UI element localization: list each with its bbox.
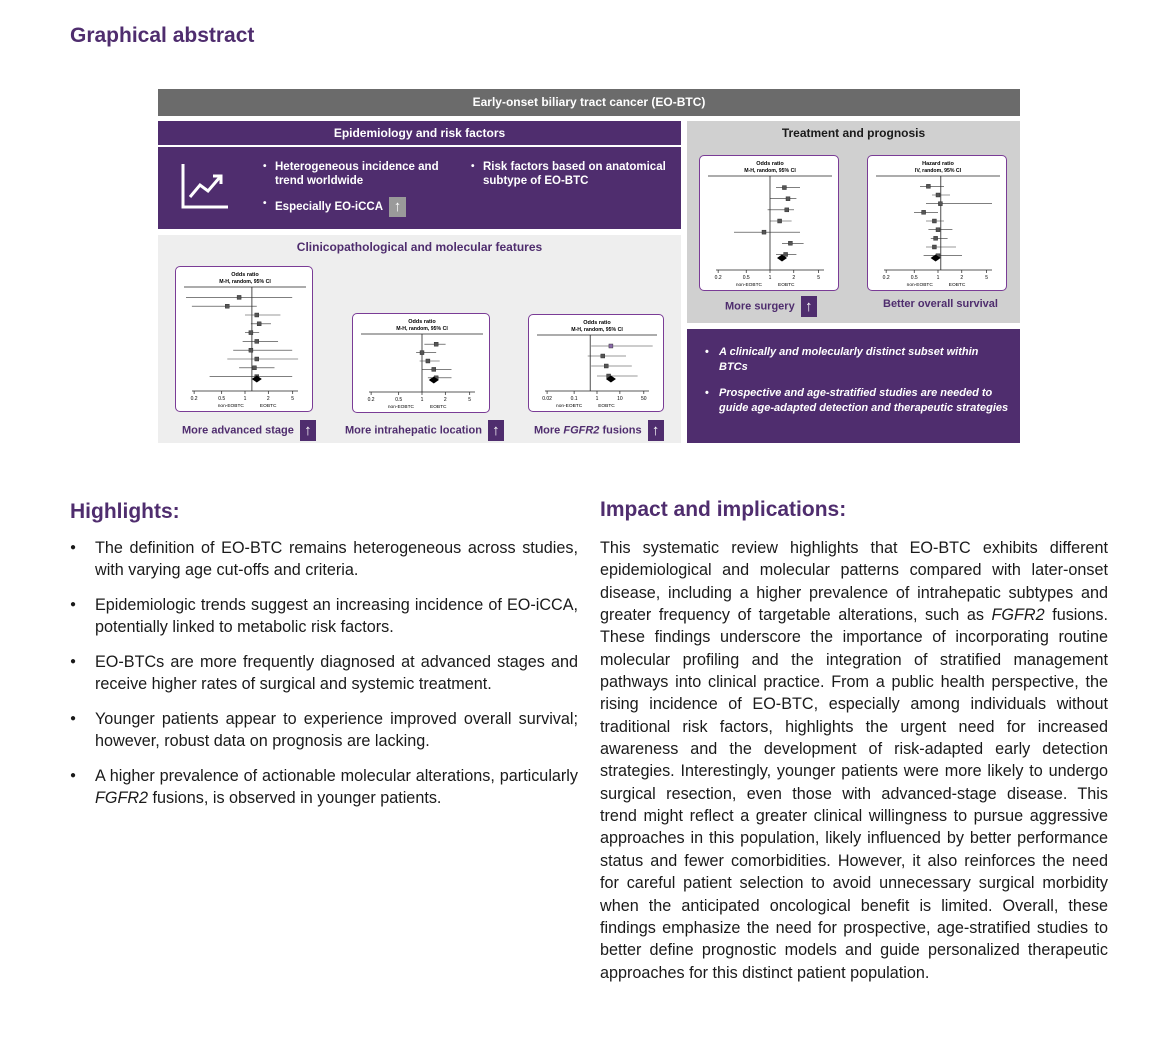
- plot-subtitle: M-H, random, 95% CI: [219, 279, 271, 285]
- favours-left-label: non-EOBTC: [906, 283, 933, 288]
- study-marker: [788, 241, 792, 245]
- epi-bullet-eo-icca: [275, 197, 465, 217]
- epidemiology-header: Epidemiology and risk factors: [158, 121, 681, 145]
- arrow-up-icon: ↑: [300, 420, 316, 441]
- impact-paragraph: [600, 537, 1108, 984]
- study-marker: [936, 228, 940, 232]
- tick-label: 2: [443, 397, 447, 403]
- study-marker: [604, 364, 608, 368]
- gene-name: FGFR2: [991, 606, 1045, 625]
- tick-label: 0.1: [570, 396, 578, 402]
- study-marker: [936, 193, 940, 197]
- study-marker: [786, 197, 790, 201]
- tick-label: 0.5: [218, 396, 226, 402]
- arrow-up-icon: ↑: [488, 420, 504, 441]
- impact-text-post: fusions. These findings underscore the importance of incorporating routine molecular profiling and the integration of stratified management pathways into clinical practice. From a public health perspective, the rising incidence of EO-BTC, especially among individuals without traditional risk factors, highlights the urgent need for increased awareness and the development of risk-adapted early detection strategies. Interestingly, younger patients were more likely to undergo surgical resection, even those with advanced-stage disease. This trend might reflect a greater clinical willingness to pursue aggressive approaches in this population, likely influenced by better performance status and fewer comorbidities. However, it also reinforces the need for careful patient selection to avoid unnecessary surgical morbidity when the anticipated oncological benefit is limited. Overall, these findings emphasize the need for prospective, age-stratified studies to better define prognostic models and guide personalized therapeutic approaches for this distinct patient population.: [600, 606, 1108, 982]
- tick-label: 50: [641, 396, 647, 402]
- forest-plot-location-svg: [353, 314, 491, 414]
- favours-right-label: EOBTC: [259, 404, 277, 409]
- list-item-text: A higher prevalence of actionable molecular alterations, particularly: [95, 767, 578, 785]
- list-item-text: fusions, is observed in younger patients.: [148, 789, 442, 808]
- treatment-panel: [687, 145, 1020, 323]
- study-marker: [252, 366, 256, 370]
- study-marker: [434, 342, 438, 346]
- study-marker: [782, 186, 786, 190]
- tick-label: 5: [817, 275, 820, 281]
- study-marker: [926, 184, 930, 188]
- caption-fgfr2: [534, 420, 664, 441]
- favours-left-label: non-EOBTC: [556, 404, 583, 409]
- tick-label: 0.5: [395, 397, 403, 403]
- plot-title: Odds ratio: [408, 319, 436, 325]
- clinicopathological-header: Clinicopathological and molecular features: [158, 235, 681, 259]
- graphical-abstract: [158, 89, 1020, 443]
- caption-fgfr2-gene: FGFR2: [563, 424, 600, 437]
- plot-title: Odds ratio: [756, 161, 784, 167]
- tick-label: 1: [936, 275, 940, 281]
- abstract-header: Early-onset biliary tract cancer (EO-BTC): [158, 89, 1020, 116]
- list-item: ● Younger patients appear to experience improved overall survival; however, robust data on prognosis are lacking.: [70, 708, 578, 753]
- forest-plot-survival: [867, 155, 1007, 291]
- forest-plot-fgfr2-svg: [529, 315, 665, 413]
- study-marker: [785, 208, 789, 212]
- plot-subtitle: M-H, random, 95% CI: [744, 168, 796, 174]
- study-marker: [225, 304, 229, 308]
- treatment-header: Treatment and prognosis: [687, 121, 1020, 145]
- epi-bullet-eo-icca-text: Especially EO-iCCA: [275, 201, 384, 214]
- arrow-up-icon: ↑: [648, 420, 664, 441]
- caption-intrahepatic: [345, 420, 504, 441]
- tick-label: 1: [595, 396, 599, 402]
- caption-surgery: [725, 296, 817, 317]
- forest-plot-stage: [175, 266, 313, 412]
- caption-fgfr2-pre: More: [534, 424, 564, 437]
- tick-label: 10: [617, 396, 623, 402]
- caption-fgfr2-post: fusions: [599, 424, 642, 437]
- plot-title: Odds ratio: [583, 320, 611, 326]
- study-marker: [762, 230, 766, 234]
- tick-label: 0.2: [190, 396, 198, 402]
- tick-label: 1: [243, 396, 247, 402]
- tick-label: 2: [266, 396, 270, 402]
- study-marker: [432, 367, 436, 371]
- study-marker: [249, 331, 253, 335]
- list-item: ● Epidemiologic trends suggest an increasing incidence of EO-iCCA, potentially linked to metabolic risk factors.: [70, 594, 578, 639]
- forest-plot-surgery-svg: [700, 156, 840, 292]
- study-marker: [426, 359, 430, 363]
- study-marker: [938, 202, 942, 206]
- tick-label: 1: [768, 275, 772, 281]
- forest-plot-location: [352, 313, 490, 413]
- gene-name: FGFR2: [95, 789, 149, 808]
- favours-right-label: EOBTC: [430, 405, 447, 410]
- study-marker: [932, 245, 936, 249]
- tick-label: 2: [792, 275, 796, 281]
- favours-left-label: non-EOBTC: [387, 405, 414, 410]
- study-marker: [420, 351, 424, 355]
- arrow-up-icon: ↑: [801, 296, 817, 317]
- tick-label: 5: [468, 397, 472, 403]
- plot-subtitle: M-H, random, 95% CI: [571, 327, 623, 333]
- tick-label: 2: [960, 275, 964, 281]
- study-marker: [249, 348, 253, 352]
- tick-label: 1: [420, 397, 424, 403]
- caption-surgery-text: More surgery: [725, 300, 795, 313]
- epi-bullet-heterogeneous: • Heterogeneous incidence and trend worldwide: [275, 160, 465, 188]
- conclusion-studies-needed: • Prospective and age-stratified studies are needed to guide age-adapted detection and therapeutic strategies: [719, 386, 1009, 415]
- plot-title: Hazard ratio: [922, 161, 954, 167]
- clinicopathological-panel: [158, 259, 681, 443]
- tick-label: 5: [291, 396, 295, 402]
- list-item: ● EO-BTCs are more frequently diagnosed at advanced stages and receive higher rates of surgical and systemic treatment.: [70, 651, 578, 696]
- study-marker: [257, 322, 261, 326]
- study-marker: [255, 357, 259, 361]
- favours-right-label: EOBTC: [598, 404, 615, 409]
- caption-survival: Better overall survival: [883, 298, 998, 310]
- plot-subtitle: IV, random, 95% CI: [914, 168, 962, 174]
- trend-chart-icon: [180, 161, 230, 211]
- study-marker: [934, 236, 938, 240]
- tick-label: 0.5: [910, 275, 918, 281]
- epi-bullet-risk-factors: • Risk factors based on anatomical subtype of EO-BTC: [483, 160, 673, 188]
- caption-advanced-stage: [182, 420, 316, 441]
- tick-label: 0.2: [714, 275, 722, 281]
- list-item: [70, 765, 578, 810]
- conclusion-distinct-subset: • A clinically and molecularly distinct subset within BTCs: [719, 345, 1009, 374]
- study-marker: [922, 210, 926, 214]
- study-marker: [784, 252, 788, 256]
- impact-title: Impact and implications:: [600, 498, 847, 521]
- tick-label: 5: [985, 275, 988, 281]
- caption-intrahepatic-text: More intrahepatic location: [345, 424, 482, 437]
- favours-right-label: EOBTC: [948, 283, 966, 288]
- forest-plot-survival-svg: [868, 156, 1008, 292]
- study-marker: [237, 295, 241, 299]
- favours-left-label: non-EOBTC: [217, 404, 244, 409]
- plot-title: Odds ratio: [231, 272, 259, 278]
- favours-right-label: EOBTC: [778, 283, 795, 288]
- epidemiology-panel: [158, 147, 681, 229]
- tick-label: 0.5: [742, 275, 750, 281]
- tick-label: 0.02: [542, 396, 552, 402]
- study-marker: [255, 339, 259, 343]
- forest-plot-fgfr2: [528, 314, 664, 412]
- plot-subtitle: M-H, random, 95% CI: [396, 326, 448, 332]
- highlights-title: Highlights:: [70, 500, 180, 523]
- impact-text-pre: This systematic review highlights that EO-BTC exhibits different epidemiological and molecular patterns compared with later-onset disease, including a higher prevalence of intrahepatic subtypes and greater frequency of targetable alterations, such as: [600, 539, 1108, 625]
- study-marker: [778, 219, 782, 223]
- forest-plot-stage-svg: [176, 267, 314, 413]
- highlights-list: [70, 537, 578, 822]
- study-marker: [601, 354, 605, 358]
- conclusions-panel: [687, 329, 1020, 443]
- tick-label: 0.2: [367, 397, 375, 403]
- study-marker: [609, 344, 613, 348]
- study-marker: [932, 219, 936, 223]
- caption-advanced-stage-text: More advanced stage: [182, 424, 294, 437]
- study-marker: [255, 313, 259, 317]
- favours-left-label: non-EOBTC: [735, 283, 762, 288]
- page-title: Graphical abstract: [70, 24, 255, 47]
- list-item: ● The definition of EO-BTC remains heterogeneous across studies, with varying age cut-offs and criteria.: [70, 537, 578, 582]
- forest-plot-surgery: [699, 155, 839, 291]
- tick-label: 0.2: [882, 275, 890, 281]
- arrow-up-icon: ↑: [389, 197, 406, 217]
